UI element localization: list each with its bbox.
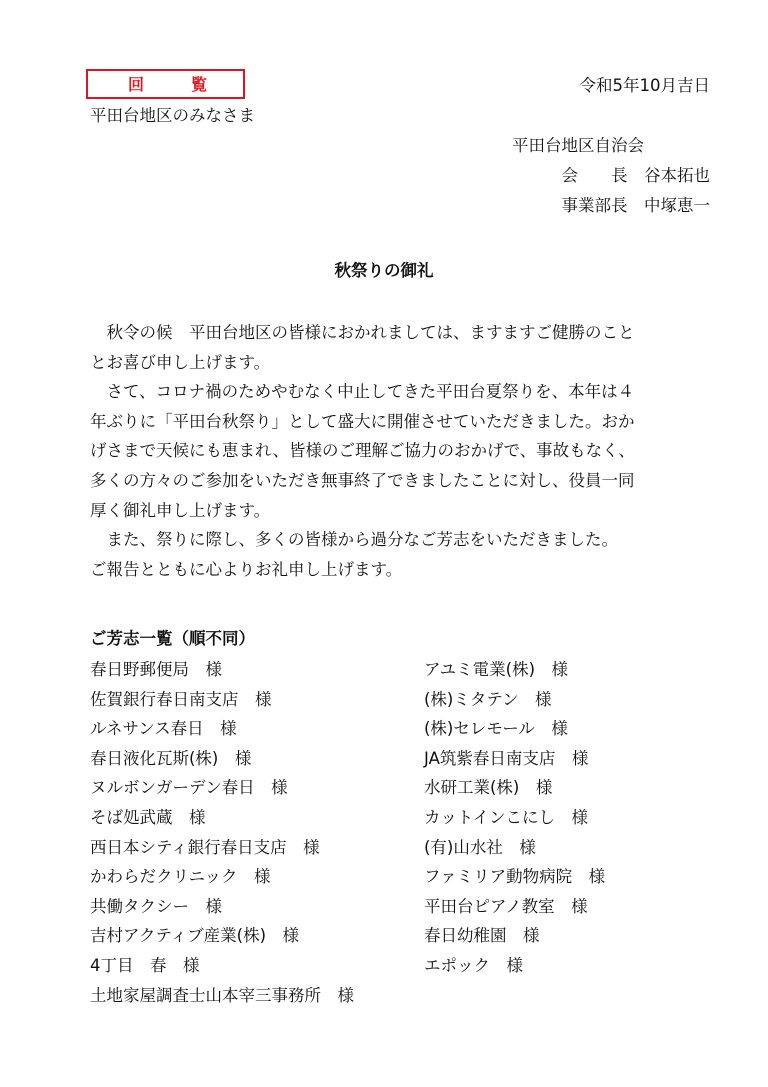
donor-list-right bbox=[424, 655, 605, 981]
donor-item: (株)ミタテン 様 bbox=[424, 689, 552, 709]
donor-item: 春日液化瓦斯(株) 様 bbox=[90, 748, 252, 768]
donor-item: カットインこにし 様 bbox=[424, 807, 589, 827]
addressee: 平田台地区のみなさま bbox=[90, 106, 255, 125]
sender-organization: 平田台地区自治会 bbox=[512, 136, 644, 155]
donor-item: (株)セレモール 様 bbox=[424, 719, 568, 739]
donor-item: エポック 様 bbox=[424, 955, 523, 975]
circulation-char-1: 回 bbox=[128, 75, 145, 94]
donor-item: 共働タクシー 様 bbox=[90, 896, 222, 916]
sender-chairperson: 会 長 谷本拓也 bbox=[561, 166, 710, 185]
body-line: げさまで天候にも恵まれ、皆様のご理解ご協力のおかげで、事故もなく、 bbox=[90, 441, 635, 461]
body-line: 多くの方々のご参加をいただき無事終了できましたことに対し、役員一同 bbox=[90, 470, 635, 490]
donor-item: かわらだクリニック 様 bbox=[90, 867, 271, 887]
donor-item: 土地家屋調査士山本宰三事務所 様 bbox=[90, 985, 354, 1005]
donor-item: ファミリア動物病院 様 bbox=[424, 867, 606, 887]
issue-date: 令和5年10月吉日 bbox=[579, 76, 710, 95]
donor-item: ルネサンス春日 様 bbox=[90, 719, 237, 739]
donor-item: ヌルボンガーデン春日 様 bbox=[90, 778, 288, 798]
body-text bbox=[90, 318, 635, 584]
donor-item: 吉村アクティブ産業(株) 様 bbox=[90, 926, 300, 946]
donor-list-left bbox=[90, 655, 354, 1010]
document-title: 秋祭りの御礼 bbox=[334, 261, 434, 280]
circulation-stamp bbox=[86, 69, 245, 99]
donor-item: 4丁目 春 様 bbox=[90, 955, 200, 975]
donor-list-heading: ご芳志一覧（順不同） bbox=[90, 629, 255, 648]
donor-item: 春日幼稚園 様 bbox=[424, 926, 540, 946]
donor-item: そば処武蔵 様 bbox=[90, 807, 206, 827]
donor-item: 佐賀銀行春日南支店 様 bbox=[90, 689, 272, 709]
donor-item: 春日野郵便局 様 bbox=[90, 660, 222, 679]
body-line: 厚く御礼申し上げます。 bbox=[90, 500, 271, 520]
body-line: 年ぶりに「平田台秋祭り」として盛大に開催させていただきました。おか bbox=[90, 411, 635, 431]
donor-item: 西日本シティ銀行春日支店 様 bbox=[90, 837, 320, 857]
body-line: また、祭りに際し、多くの皆様から過分なご芳志をいただきました。 bbox=[90, 530, 618, 550]
body-line: ご報告とともに心よりお礼申し上げます。 bbox=[90, 559, 403, 579]
circulation-char-2: 覧 bbox=[191, 75, 208, 94]
donor-item: JA筑紫春日南支店 様 bbox=[424, 748, 589, 768]
body-line: 秋令の候 平田台地区の皆様におかれましては、ますますご健勝のこと bbox=[90, 323, 635, 342]
body-line: さて、コロナ禍のためやむなく中止してきた平田台夏祭りを、本年は４ bbox=[90, 382, 635, 402]
donor-item: 平田台ピアノ教室 様 bbox=[424, 896, 588, 916]
sender-department-head: 事業部長 中塚恵一 bbox=[561, 196, 710, 215]
donor-item: (有)山水社 様 bbox=[424, 837, 536, 857]
body-line: とお喜び申し上げます。 bbox=[90, 352, 271, 372]
donor-item: アユミ電業(株) 様 bbox=[424, 660, 569, 679]
donor-item: 水研工業(株) 様 bbox=[424, 778, 553, 798]
